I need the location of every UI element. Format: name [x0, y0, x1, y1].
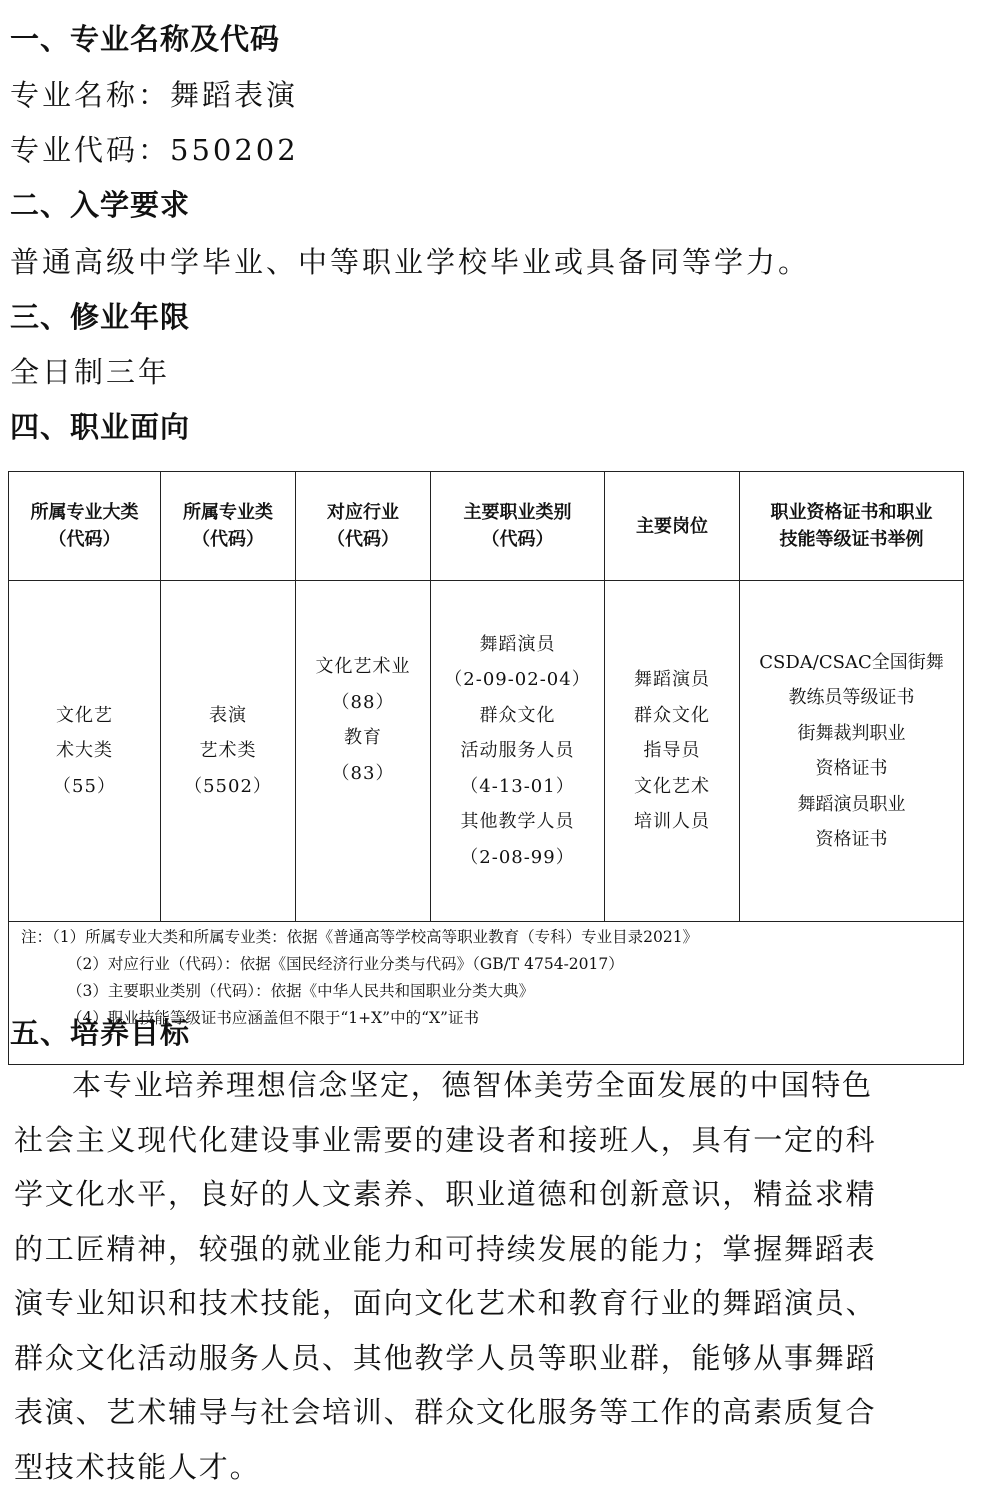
cell-major-class: 表演 艺术类 （5502）	[161, 581, 296, 922]
major-code: 专业代码：550202	[10, 133, 299, 167]
header-major-class: 所属专业类 （代码）	[161, 472, 296, 581]
major-name: 专业名称：舞蹈表演	[10, 78, 299, 112]
note-line: （3）主要职业类别（代码）：依据《中华人民共和国职业分类大典》	[67, 982, 535, 1000]
section-2-heading: 二、入学要求	[10, 188, 191, 222]
cell-industry: 文化艺术业 （88） 教育 （83）	[296, 581, 431, 922]
paragraph-line: 社会主义现代化建设事业需要的建设者和接班人，具有一定的科	[14, 1122, 877, 1157]
cell-main-position: 舞蹈演员 群众文化 指导员 文化艺术 培训人员	[605, 581, 740, 922]
paragraph-line: 本专业培养理想信念坚定，德智体美劳全面发展的中国特色	[72, 1068, 873, 1102]
header-major-category: 所属专业大类 （代码）	[9, 472, 161, 581]
study-duration: 全日制三年	[10, 355, 171, 389]
paragraph-line: 表演、艺术辅导与社会培训、群众文化服务等工作的高素质复合	[14, 1395, 877, 1429]
admission-requirement: 普通高级中学毕业、中等职业学校毕业或具备同等学力。	[10, 245, 811, 279]
paragraph-line: 群众文化活动服务人员、其他教学人员等职业群，能够从事舞蹈	[14, 1340, 877, 1375]
header-certificates: 职业资格证书和职业 技能等级证书举例	[740, 472, 964, 581]
cell-major-category: 文化艺 术大类 （55）	[9, 581, 161, 922]
paragraph-line: 型技术技能人才。	[14, 1449, 261, 1484]
note-line: （2）对应行业（代码）：依据《国民经济行业分类与代码》（GB/T 4754-2017）	[67, 955, 624, 973]
table-header-row	[9, 472, 964, 581]
cell-occupation-category: 舞蹈演员 （2-09-02-04） 群众文化 活动服务人员 （4-13-01） 其他教学人员 （2-08-99）	[431, 581, 605, 922]
header-main-position: 主要岗位	[605, 472, 740, 581]
note-line: （4）职业技能等级证书应涵盖但不限于“1+X”中的“X”证书	[67, 1009, 479, 1027]
paragraph-line: 演专业知识和技术技能，面向文化艺术和教育行业的舞蹈演员、	[14, 1286, 877, 1320]
header-industry: 对应行业 （代码）	[296, 472, 431, 581]
paragraph-line: 学文化水平，良好的人文素养、职业道德和创新意识，精益求精	[14, 1177, 877, 1211]
table-row	[9, 581, 964, 922]
section-4-heading: 四、职业面向	[10, 410, 191, 444]
section-3-heading: 三、修业年限	[10, 300, 191, 334]
header-occupation-category: 主要职业类别 （代码）	[431, 472, 605, 581]
note-line: 注：（1）所属专业大类和所属专业类：依据《普通高等学校高等职业教育（专科）专业目录2021》	[21, 928, 699, 946]
cell-certificates: CSDA/CSAC全国街舞 教练员等级证书 街舞裁判职业 资格证书 舞蹈演员职业 资格证书	[740, 581, 964, 922]
career-orientation-table	[8, 471, 964, 1065]
section-5-heading: 五、培养目标	[10, 1016, 191, 1050]
section-1-heading: 一、专业名称及代码	[10, 22, 281, 56]
training-goal-paragraph	[14, 1058, 914, 1494]
paragraph-line: 的工匠精神，较强的就业能力和可持续发展的能力；掌握舞蹈表	[14, 1231, 877, 1266]
